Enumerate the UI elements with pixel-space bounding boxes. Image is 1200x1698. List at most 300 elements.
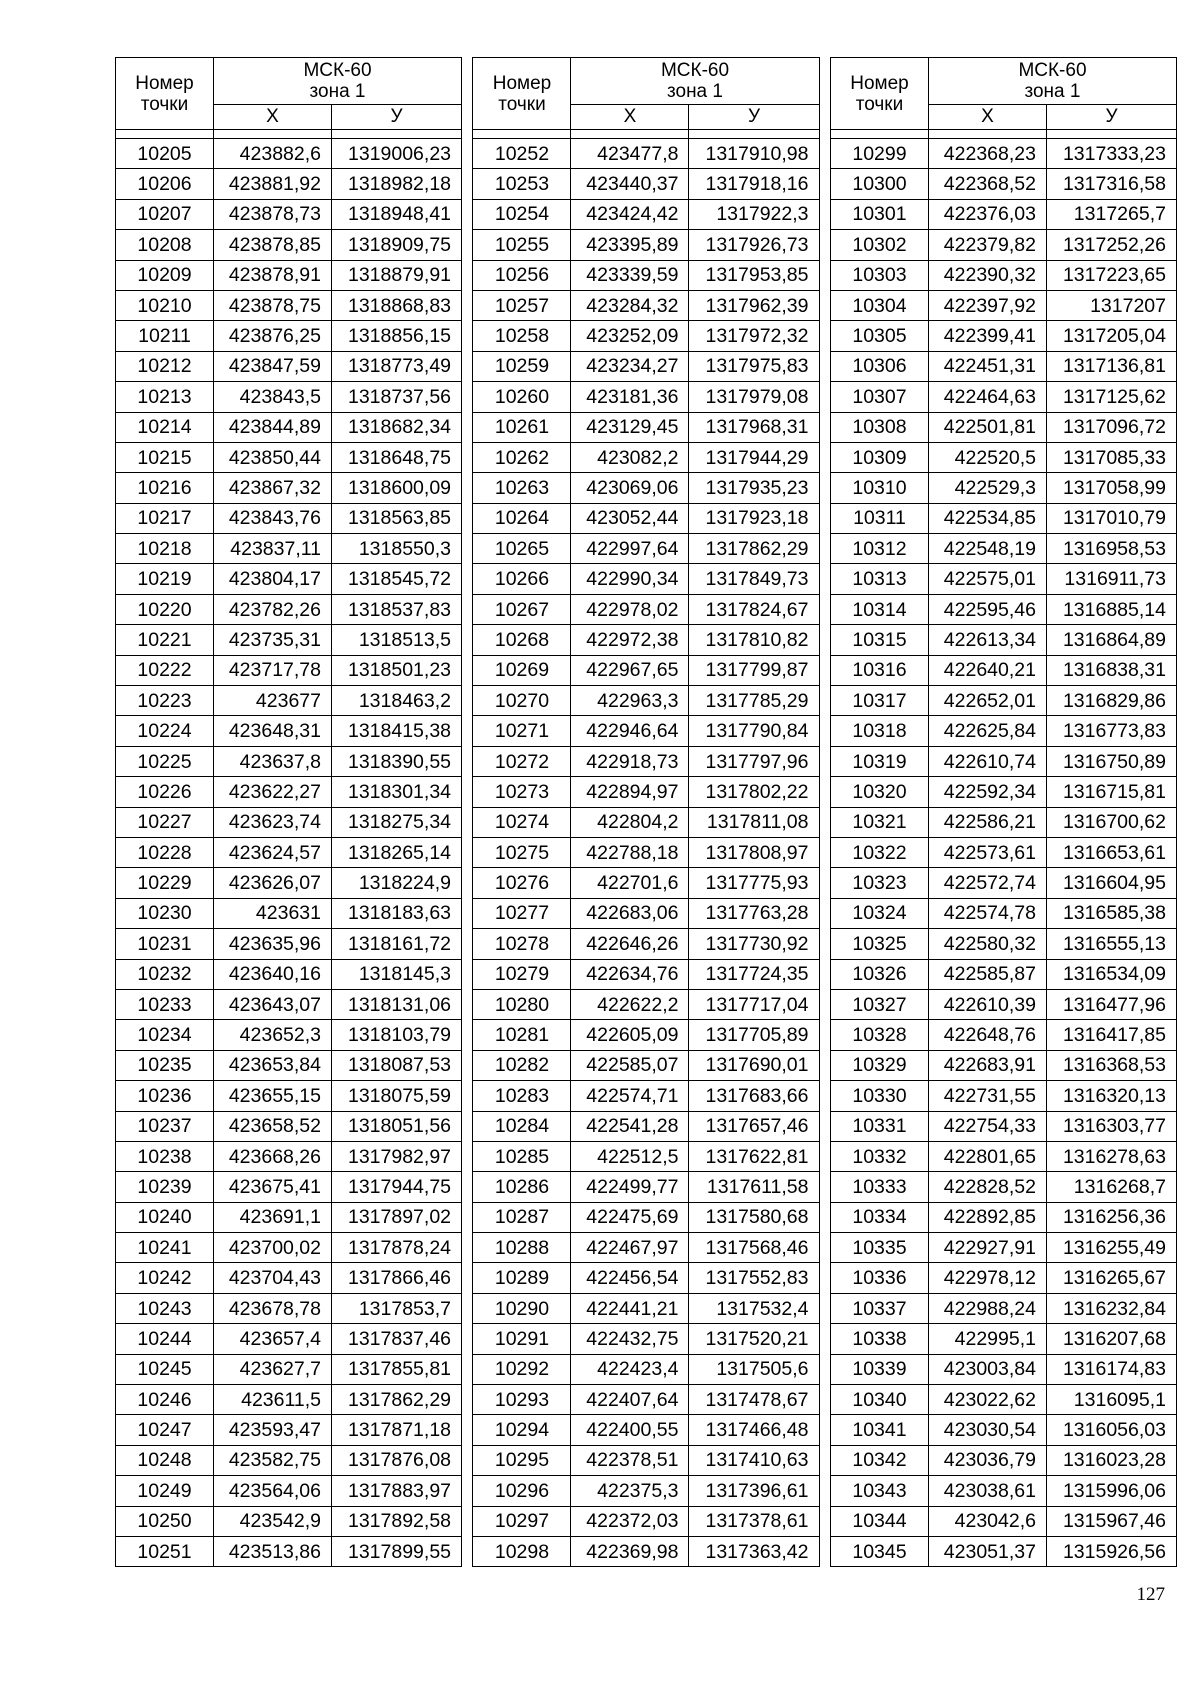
y-coordinate-cell: 1317802,22 bbox=[689, 777, 819, 807]
point-number-cell: 10247 bbox=[116, 1415, 214, 1445]
table-row bbox=[116, 382, 462, 412]
y-coordinate-cell: 1317763,28 bbox=[689, 898, 819, 928]
table-row bbox=[830, 1293, 1176, 1323]
x-coordinate-cell: 423717,78 bbox=[214, 655, 332, 685]
x-axis-header: Х bbox=[928, 105, 1046, 130]
table-row bbox=[830, 594, 1176, 624]
x-coordinate-cell: 423611,5 bbox=[214, 1385, 332, 1415]
point-number-cell: 10246 bbox=[116, 1385, 214, 1415]
table-row bbox=[473, 625, 819, 655]
y-coordinate-cell: 1316773,83 bbox=[1046, 716, 1176, 746]
table-row bbox=[830, 321, 1176, 351]
table-row bbox=[830, 989, 1176, 1019]
x-coordinate-cell: 422788,18 bbox=[571, 837, 689, 867]
table-row bbox=[116, 260, 462, 290]
table-row bbox=[116, 290, 462, 320]
x-coordinate-cell: 422456,54 bbox=[571, 1263, 689, 1293]
x-coordinate-cell: 422501,81 bbox=[928, 412, 1046, 442]
point-number-cell: 10305 bbox=[830, 321, 928, 351]
x-coordinate-cell: 422572,74 bbox=[928, 868, 1046, 898]
y-coordinate-cell: 1318463,2 bbox=[332, 686, 462, 716]
point-number-cell: 10290 bbox=[473, 1293, 571, 1323]
system-name: МСК-60 bbox=[660, 60, 730, 81]
y-coordinate-cell: 1318737,56 bbox=[332, 382, 462, 412]
table-row bbox=[473, 1324, 819, 1354]
x-coordinate-cell: 422378,51 bbox=[571, 1445, 689, 1475]
table-row bbox=[473, 442, 819, 472]
x-coordinate-cell: 423339,59 bbox=[571, 260, 689, 290]
point-number-cell: 10248 bbox=[116, 1445, 214, 1475]
y-coordinate-cell: 1316838,31 bbox=[1046, 655, 1176, 685]
y-coordinate-cell: 1319006,23 bbox=[332, 139, 462, 169]
y-coordinate-cell: 1317010,79 bbox=[1046, 503, 1176, 533]
x-coordinate-cell: 423624,57 bbox=[214, 837, 332, 867]
point-number-cell: 10289 bbox=[473, 1263, 571, 1293]
y-coordinate-cell: 1317478,67 bbox=[689, 1385, 819, 1415]
y-coordinate-cell: 1317058,99 bbox=[1046, 473, 1176, 503]
point-number-cell: 10251 bbox=[116, 1536, 214, 1566]
x-coordinate-cell: 422407,64 bbox=[571, 1385, 689, 1415]
point-number-cell: 10277 bbox=[473, 898, 571, 928]
table-row bbox=[830, 1324, 1176, 1354]
table-row bbox=[830, 1385, 1176, 1415]
table-row bbox=[116, 959, 462, 989]
table-row bbox=[473, 777, 819, 807]
point-number-cell: 10343 bbox=[830, 1476, 928, 1506]
table-row bbox=[830, 1111, 1176, 1141]
y-coordinate-cell: 1317466,48 bbox=[689, 1415, 819, 1445]
table-row bbox=[830, 1233, 1176, 1263]
y-coordinate-cell: 1316303,77 bbox=[1046, 1111, 1176, 1141]
point-number-cell: 10252 bbox=[473, 139, 571, 169]
point-number-cell: 10278 bbox=[473, 929, 571, 959]
point-number-cell: 10296 bbox=[473, 1476, 571, 1506]
y-coordinate-cell: 1318948,41 bbox=[332, 199, 462, 229]
table-row bbox=[473, 1476, 819, 1506]
y-coordinate-cell: 1317944,29 bbox=[689, 442, 819, 472]
table-row bbox=[116, 655, 462, 685]
table-row bbox=[473, 1081, 819, 1111]
point-number-cell: 10234 bbox=[116, 1020, 214, 1050]
point-number-cell: 10213 bbox=[116, 382, 214, 412]
table-row bbox=[830, 1506, 1176, 1536]
x-coordinate-cell: 422574,78 bbox=[928, 898, 1046, 928]
x-coordinate-cell: 422946,64 bbox=[571, 716, 689, 746]
table-row bbox=[116, 1445, 462, 1475]
table-row bbox=[116, 412, 462, 442]
x-coordinate-cell: 422967,65 bbox=[571, 655, 689, 685]
x-coordinate-cell: 422595,46 bbox=[928, 594, 1046, 624]
y-coordinate-cell: 1317622,81 bbox=[689, 1141, 819, 1171]
table-row bbox=[473, 837, 819, 867]
y-coordinate-cell: 1317396,61 bbox=[689, 1476, 819, 1506]
x-coordinate-cell: 422610,74 bbox=[928, 746, 1046, 776]
point-number-cell: 10273 bbox=[473, 777, 571, 807]
table-row bbox=[830, 959, 1176, 989]
point-number-cell: 10287 bbox=[473, 1202, 571, 1232]
x-coordinate-cell: 422432,75 bbox=[571, 1324, 689, 1354]
y-coordinate-cell: 1317683,66 bbox=[689, 1081, 819, 1111]
point-number-cell: 10221 bbox=[116, 625, 214, 655]
table-row bbox=[830, 382, 1176, 412]
point-number-cell: 10332 bbox=[830, 1141, 928, 1171]
x-coordinate-cell: 423658,52 bbox=[214, 1111, 332, 1141]
y-coordinate-cell: 1317717,04 bbox=[689, 989, 819, 1019]
x-coordinate-cell: 423878,91 bbox=[214, 260, 332, 290]
x-coordinate-cell: 423440,37 bbox=[571, 169, 689, 199]
table-row bbox=[116, 1263, 462, 1293]
y-coordinate-cell: 1318103,79 bbox=[332, 1020, 462, 1050]
point-number-header: Номер точки bbox=[116, 58, 214, 130]
point-number-cell: 10236 bbox=[116, 1081, 214, 1111]
x-coordinate-cell: 422580,32 bbox=[928, 929, 1046, 959]
point-number-cell: 10225 bbox=[116, 746, 214, 776]
point-number-cell: 10235 bbox=[116, 1050, 214, 1080]
table-row bbox=[116, 1111, 462, 1141]
table-row bbox=[116, 837, 462, 867]
point-number-cell: 10267 bbox=[473, 594, 571, 624]
table-row bbox=[473, 1354, 819, 1384]
y-coordinate-cell: 1316864,89 bbox=[1046, 625, 1176, 655]
x-coordinate-cell: 423622,27 bbox=[214, 777, 332, 807]
table-row bbox=[830, 1476, 1176, 1506]
table-row bbox=[473, 169, 819, 199]
x-coordinate-cell: 422520,5 bbox=[928, 442, 1046, 472]
point-number-cell: 10330 bbox=[830, 1081, 928, 1111]
y-coordinate-cell: 1317982,97 bbox=[332, 1141, 462, 1171]
x-coordinate-cell: 423129,45 bbox=[571, 412, 689, 442]
point-number-cell: 10320 bbox=[830, 777, 928, 807]
x-coordinate-cell: 422701,6 bbox=[571, 868, 689, 898]
zone-name: зона 1 bbox=[309, 81, 366, 102]
table-row bbox=[830, 777, 1176, 807]
y-coordinate-cell: 1316256,36 bbox=[1046, 1202, 1176, 1232]
point-number-cell: 10336 bbox=[830, 1263, 928, 1293]
y-coordinate-cell: 1316829,86 bbox=[1046, 686, 1176, 716]
point-number-cell: 10276 bbox=[473, 868, 571, 898]
x-coordinate-cell: 422379,82 bbox=[928, 230, 1046, 260]
y-coordinate-cell: 1317808,97 bbox=[689, 837, 819, 867]
x-coordinate-cell: 423881,92 bbox=[214, 169, 332, 199]
y-coordinate-cell: 1318501,23 bbox=[332, 655, 462, 685]
x-coordinate-cell: 423424,42 bbox=[571, 199, 689, 229]
x-coordinate-cell: 422646,26 bbox=[571, 929, 689, 959]
table-row bbox=[473, 1020, 819, 1050]
point-number-cell: 10266 bbox=[473, 564, 571, 594]
x-coordinate-cell: 422990,34 bbox=[571, 564, 689, 594]
x-coordinate-cell: 423042,6 bbox=[928, 1506, 1046, 1536]
x-coordinate-cell: 422372,03 bbox=[571, 1506, 689, 1536]
y-coordinate-cell: 1317096,72 bbox=[1046, 412, 1176, 442]
x-coordinate-cell: 423668,26 bbox=[214, 1141, 332, 1171]
point-number-cell: 10304 bbox=[830, 290, 928, 320]
y-coordinate-cell: 1317085,33 bbox=[1046, 442, 1176, 472]
table-row bbox=[830, 230, 1176, 260]
x-coordinate-cell: 422648,76 bbox=[928, 1020, 1046, 1050]
table-row bbox=[116, 594, 462, 624]
point-number-cell: 10291 bbox=[473, 1324, 571, 1354]
y-coordinate-cell: 1315926,56 bbox=[1046, 1536, 1176, 1566]
point-number-cell: 10334 bbox=[830, 1202, 928, 1232]
x-coordinate-cell: 422592,34 bbox=[928, 777, 1046, 807]
table-row bbox=[473, 1050, 819, 1080]
point-number-cell: 10281 bbox=[473, 1020, 571, 1050]
point-number-cell: 10285 bbox=[473, 1141, 571, 1171]
x-coordinate-cell: 423878,75 bbox=[214, 290, 332, 320]
point-number-cell: 10260 bbox=[473, 382, 571, 412]
coordinate-table bbox=[472, 57, 819, 1567]
y-coordinate-cell: 1317265,7 bbox=[1046, 199, 1176, 229]
table-row bbox=[473, 139, 819, 169]
y-coordinate-cell: 1318879,91 bbox=[332, 260, 462, 290]
y-coordinate-cell: 1317125,62 bbox=[1046, 382, 1176, 412]
x-coordinate-cell: 422622,2 bbox=[571, 989, 689, 1019]
table-row bbox=[830, 169, 1176, 199]
y-coordinate-cell: 1317410,63 bbox=[689, 1445, 819, 1475]
x-coordinate-cell: 423623,74 bbox=[214, 807, 332, 837]
table-row bbox=[116, 898, 462, 928]
table-row bbox=[116, 777, 462, 807]
x-coordinate-cell: 422464,63 bbox=[928, 382, 1046, 412]
x-coordinate-cell: 422541,28 bbox=[571, 1111, 689, 1141]
point-number-cell: 10245 bbox=[116, 1354, 214, 1384]
point-number-cell: 10328 bbox=[830, 1020, 928, 1050]
point-number-cell: 10226 bbox=[116, 777, 214, 807]
y-coordinate-cell: 1317552,83 bbox=[689, 1263, 819, 1293]
x-coordinate-cell: 422610,39 bbox=[928, 989, 1046, 1019]
point-number-cell: 10333 bbox=[830, 1172, 928, 1202]
point-number-cell: 10263 bbox=[473, 473, 571, 503]
table-row bbox=[473, 1415, 819, 1445]
x-coordinate-cell: 422573,61 bbox=[928, 837, 1046, 867]
point-number-cell: 10229 bbox=[116, 868, 214, 898]
table-row bbox=[830, 473, 1176, 503]
point-number-cell: 10275 bbox=[473, 837, 571, 867]
y-coordinate-cell: 1317975,83 bbox=[689, 351, 819, 381]
point-number-cell: 10253 bbox=[473, 169, 571, 199]
table-row bbox=[116, 807, 462, 837]
x-coordinate-cell: 422574,71 bbox=[571, 1081, 689, 1111]
y-coordinate-cell: 1318390,55 bbox=[332, 746, 462, 776]
x-coordinate-cell: 422575,01 bbox=[928, 564, 1046, 594]
table-row bbox=[830, 412, 1176, 442]
x-coordinate-cell: 423082,2 bbox=[571, 442, 689, 472]
x-axis-header: Х bbox=[214, 105, 332, 130]
point-number-cell: 10212 bbox=[116, 351, 214, 381]
point-number-cell: 10269 bbox=[473, 655, 571, 685]
x-coordinate-cell: 423847,59 bbox=[214, 351, 332, 381]
table-row bbox=[473, 807, 819, 837]
x-coordinate-cell: 423631 bbox=[214, 898, 332, 928]
y-coordinate-cell: 1318275,34 bbox=[332, 807, 462, 837]
point-number-cell: 10241 bbox=[116, 1233, 214, 1263]
coordinate-table bbox=[830, 57, 1177, 1567]
table-row bbox=[116, 1506, 462, 1536]
point-number-cell: 10322 bbox=[830, 837, 928, 867]
table-row bbox=[116, 1385, 462, 1415]
table-row bbox=[830, 290, 1176, 320]
table-row bbox=[473, 594, 819, 624]
x-coordinate-cell: 422368,52 bbox=[928, 169, 1046, 199]
y-coordinate-cell: 1317705,89 bbox=[689, 1020, 819, 1050]
x-coordinate-cell: 423003,84 bbox=[928, 1354, 1046, 1384]
table-row bbox=[830, 1202, 1176, 1232]
point-number-cell: 10206 bbox=[116, 169, 214, 199]
x-coordinate-cell: 422390,32 bbox=[928, 260, 1046, 290]
y-axis-header: У bbox=[332, 105, 462, 130]
page-number: 127 bbox=[1136, 1584, 1165, 1605]
y-coordinate-cell: 1316368,53 bbox=[1046, 1050, 1176, 1080]
x-coordinate-cell: 423234,27 bbox=[571, 351, 689, 381]
point-number-cell: 10271 bbox=[473, 716, 571, 746]
table-row bbox=[473, 473, 819, 503]
y-coordinate-cell: 1317962,39 bbox=[689, 290, 819, 320]
y-coordinate-cell: 1317785,29 bbox=[689, 686, 819, 716]
point-number-cell: 10345 bbox=[830, 1536, 928, 1566]
table-row bbox=[473, 290, 819, 320]
y-coordinate-cell: 1316477,96 bbox=[1046, 989, 1176, 1019]
y-coordinate-cell: 1317363,42 bbox=[689, 1536, 819, 1566]
y-coordinate-cell: 1316265,67 bbox=[1046, 1263, 1176, 1293]
system-name: МСК-60 bbox=[303, 60, 372, 81]
table-row bbox=[116, 1536, 462, 1566]
x-coordinate-cell: 422605,09 bbox=[571, 1020, 689, 1050]
x-coordinate-cell: 422585,87 bbox=[928, 959, 1046, 989]
y-coordinate-cell: 1317205,04 bbox=[1046, 321, 1176, 351]
table-row bbox=[116, 1476, 462, 1506]
point-number-cell: 10309 bbox=[830, 442, 928, 472]
point-number-cell: 10326 bbox=[830, 959, 928, 989]
y-coordinate-cell: 1318600,09 bbox=[332, 473, 462, 503]
system-name: МСК-60 bbox=[1018, 60, 1087, 81]
y-coordinate-cell: 1318550,3 bbox=[332, 534, 462, 564]
y-axis-header: У bbox=[689, 105, 819, 130]
x-coordinate-cell: 423843,76 bbox=[214, 503, 332, 533]
zone-name: зона 1 bbox=[667, 81, 723, 102]
point-number-cell: 10302 bbox=[830, 230, 928, 260]
x-coordinate-cell: 422988,24 bbox=[928, 1293, 1046, 1323]
y-coordinate-cell: 1317866,46 bbox=[332, 1263, 462, 1293]
table-row bbox=[473, 230, 819, 260]
x-coordinate-cell: 423252,09 bbox=[571, 321, 689, 351]
table-row bbox=[116, 1050, 462, 1080]
table-row bbox=[473, 898, 819, 928]
point-number-cell: 10215 bbox=[116, 442, 214, 472]
x-coordinate-cell: 422894,97 bbox=[571, 777, 689, 807]
point-number-cell: 10340 bbox=[830, 1385, 928, 1415]
y-coordinate-cell: 1317849,73 bbox=[689, 564, 819, 594]
table-row bbox=[830, 898, 1176, 928]
point-number-cell: 10228 bbox=[116, 837, 214, 867]
point-number-cell: 10210 bbox=[116, 290, 214, 320]
point-number-cell: 10310 bbox=[830, 473, 928, 503]
point-number-cell: 10315 bbox=[830, 625, 928, 655]
table-row bbox=[116, 1202, 462, 1232]
y-coordinate-cell: 1318537,83 bbox=[332, 594, 462, 624]
y-coordinate-cell: 1318682,34 bbox=[332, 412, 462, 442]
point-number-cell: 10270 bbox=[473, 686, 571, 716]
x-coordinate-cell: 422683,06 bbox=[571, 898, 689, 928]
point-number-cell: 10242 bbox=[116, 1263, 214, 1293]
table-row bbox=[473, 1172, 819, 1202]
table-row bbox=[473, 959, 819, 989]
point-number-cell: 10279 bbox=[473, 959, 571, 989]
y-coordinate-cell: 1316911,73 bbox=[1046, 564, 1176, 594]
y-coordinate-cell: 1318145,3 bbox=[332, 959, 462, 989]
table-row bbox=[830, 929, 1176, 959]
y-coordinate-cell: 1317968,31 bbox=[689, 412, 819, 442]
y-coordinate-cell: 1317520,21 bbox=[689, 1324, 819, 1354]
x-coordinate-cell: 422828,52 bbox=[928, 1172, 1046, 1202]
x-coordinate-cell: 423843,5 bbox=[214, 382, 332, 412]
point-number-cell: 10243 bbox=[116, 1293, 214, 1323]
point-number-cell: 10301 bbox=[830, 199, 928, 229]
x-coordinate-cell: 423675,41 bbox=[214, 1172, 332, 1202]
point-number-cell: 10344 bbox=[830, 1506, 928, 1536]
y-coordinate-cell: 1316278,63 bbox=[1046, 1141, 1176, 1171]
table-row bbox=[830, 199, 1176, 229]
x-coordinate-cell: 423867,32 bbox=[214, 473, 332, 503]
point-number-cell: 10283 bbox=[473, 1081, 571, 1111]
table-row bbox=[116, 169, 462, 199]
point-number-cell: 10308 bbox=[830, 412, 928, 442]
y-coordinate-cell: 1317926,73 bbox=[689, 230, 819, 260]
x-coordinate-cell: 423643,07 bbox=[214, 989, 332, 1019]
y-coordinate-cell: 1317252,26 bbox=[1046, 230, 1176, 260]
table-row bbox=[830, 503, 1176, 533]
y-coordinate-cell: 1316417,85 bbox=[1046, 1020, 1176, 1050]
point-number-cell: 10262 bbox=[473, 442, 571, 472]
point-number-cell: 10331 bbox=[830, 1111, 928, 1141]
x-coordinate-cell: 423593,47 bbox=[214, 1415, 332, 1445]
point-number-cell: 10268 bbox=[473, 625, 571, 655]
table-row bbox=[473, 1536, 819, 1566]
y-coordinate-cell: 1316700,62 bbox=[1046, 807, 1176, 837]
y-coordinate-cell: 1317136,81 bbox=[1046, 351, 1176, 381]
point-number-cell: 10256 bbox=[473, 260, 571, 290]
coordinate-system-header bbox=[571, 58, 819, 105]
x-coordinate-cell: 423051,37 bbox=[928, 1536, 1046, 1566]
table-row bbox=[473, 1111, 819, 1141]
point-number-cell: 10307 bbox=[830, 382, 928, 412]
point-number-cell: 10272 bbox=[473, 746, 571, 776]
table-row bbox=[473, 989, 819, 1019]
x-coordinate-cell: 423640,16 bbox=[214, 959, 332, 989]
x-coordinate-cell: 422534,85 bbox=[928, 503, 1046, 533]
y-coordinate-cell: 1316056,03 bbox=[1046, 1415, 1176, 1445]
x-coordinate-cell: 423477,8 bbox=[571, 139, 689, 169]
point-number-cell: 10255 bbox=[473, 230, 571, 260]
y-coordinate-cell: 1318131,06 bbox=[332, 989, 462, 1019]
point-number-cell: 10292 bbox=[473, 1354, 571, 1384]
y-coordinate-cell: 1317824,67 bbox=[689, 594, 819, 624]
y-coordinate-cell: 1316232,84 bbox=[1046, 1293, 1176, 1323]
point-number-cell: 10249 bbox=[116, 1476, 214, 1506]
table-row bbox=[473, 382, 819, 412]
table-row bbox=[830, 260, 1176, 290]
y-coordinate-cell: 1317871,18 bbox=[332, 1415, 462, 1445]
y-coordinate-cell: 1317897,02 bbox=[332, 1202, 462, 1232]
y-coordinate-cell: 1317811,08 bbox=[689, 807, 819, 837]
table-row bbox=[116, 351, 462, 381]
table-row bbox=[116, 321, 462, 351]
point-number-cell: 10303 bbox=[830, 260, 928, 290]
y-coordinate-cell: 1317797,96 bbox=[689, 746, 819, 776]
x-coordinate-cell: 422804,2 bbox=[571, 807, 689, 837]
x-coordinate-cell: 423181,36 bbox=[571, 382, 689, 412]
y-coordinate-cell: 1316750,89 bbox=[1046, 746, 1176, 776]
table-row bbox=[116, 1354, 462, 1384]
